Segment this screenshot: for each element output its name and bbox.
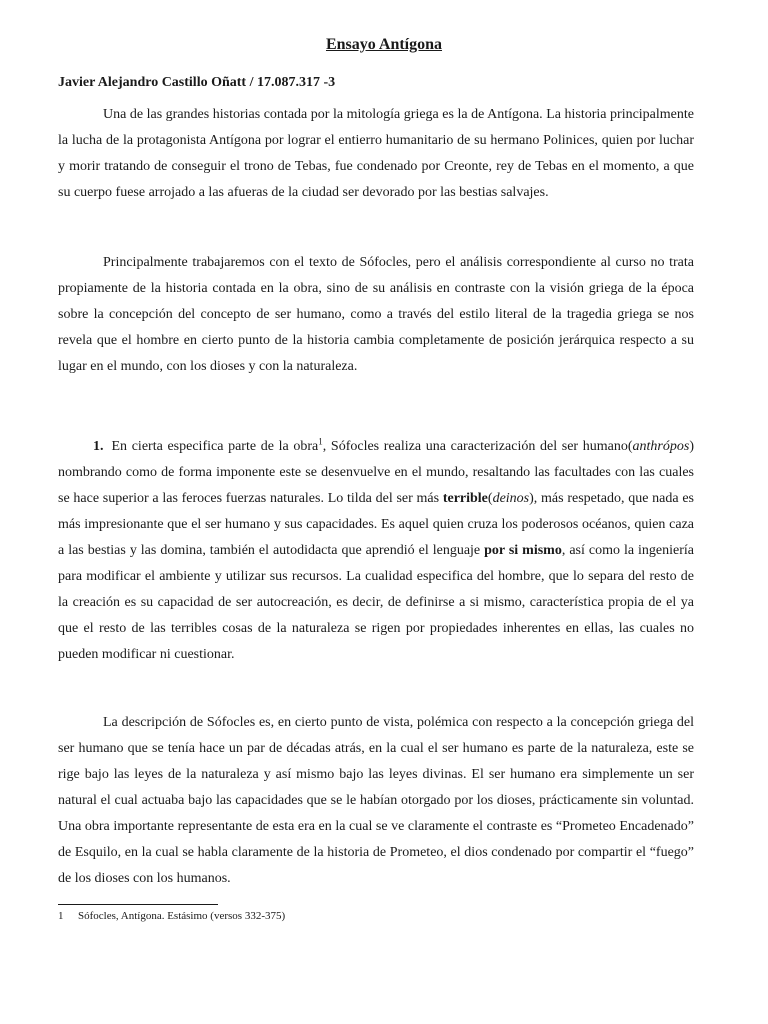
text-run: ) nombrando como de forma imponente este se desenvuelve en el mundo, resaltando las facultades con las cuales se hace superior a las feroces fuerzas naturales. Lo tilda del ser más [58,439,694,506]
bold-term: por si mismo [484,543,562,558]
paragraph-discussion: La descripción de Sófocles es, en cierto punto de vista, polémica con respecto a la concepción griega del ser humano que se tenía hace un par de décadas atrás, en la cual el ser humano es parte de la naturaleza, este se rige bajo las leyes de la naturaleza y así mismo bajo las leyes divinas. El ser humano era simplemente un ser natural el cual actuaba bajo las capacidades que se le habían otorgado por los dioses, prácticamente sin voluntad. Una obra importante representante de esta era en la cual se ve claramente el contraste es “Prometeo Encadenado” de Esquilo, en la cual se habla claramente de la historia de Prometeo, el dios condenado por compartir el “fuego” de los dioses con los humanos. [58,715,694,886]
greek-term: deinos [492,491,530,506]
footnote-separator [58,904,218,905]
list-item-1 [58,434,694,668]
paragraph-intro: Una de las grandes historias contada por la mitología griega es la de Antígona. La historia principalmente la lucha de la protagonista Antígona por lograr el entierro humanitario de su hermano Polinices, quien por luchar y morir tratando de conseguir el trono de Tebas, fue condenado por Creonte, rey de Tebas en el momento, a que su cuerpo fuese arrojado a las afueras de la ciudad ser devorado por las bestias salvajes. [58,107,694,200]
footnote-number: 1 [58,910,64,922]
greek-term: anthrópos [632,439,690,454]
document-title: Ensayo Antígona [325,36,443,53]
author-line: Javier Alejandro Castillo Oñatt / 17.087.317 -3 [58,75,336,90]
footnote [58,910,285,922]
paragraph-methodology: Principalmente trabajaremos con el texto de Sófocles, pero el análisis correspondiente al curso no trata propiamente de la historia contada en la obra, sino de su análisis en contraste con la visión griega de la época sobre la concepción del concepto de ser humano, como a través del estilo literal de la tragedia griega se nos revela que el hombre en cierto punto de la historia cambia completamente de posición jerárquica respecto a su lugar en el mundo, con los dioses y con la naturaleza. [58,255,694,374]
bold-term: terrible [442,491,488,506]
text-run: En cierta especifica parte de la obra [111,439,319,454]
footnote-ref[interactable]: 1 [318,436,323,447]
footnote-text: Sófocles, Antígona. Estásimo (versos 332-375) [78,910,286,922]
list-number: 1. [93,439,104,454]
text-run: , así como la ingeniería para modificar el ambiente y utilizar sus recursos. La cualidad especifica del hombre, que lo separa del resto de la creación es su capacidad de ser autocreación, es decir, de definirse a si mismo, característica propia de el ya que el resto de las terribles cosas de la naturaleza se rigen por propiedades inherentes en ellas, las cuales no pueden modificar ni cuestionar. [58,543,695,662]
text-run: ( [487,491,493,506]
text-run: , Sófocles realiza una caracterización del ser humano( [322,439,633,454]
text-run: ), más respetado, que nada es más impresionante que el ser humano y sus capacidades. Es aquel quien cruza los poderosos océanos, quien caza a las bestias y las domina, también el autodidacta que aprendió el lenguaje [58,491,694,558]
